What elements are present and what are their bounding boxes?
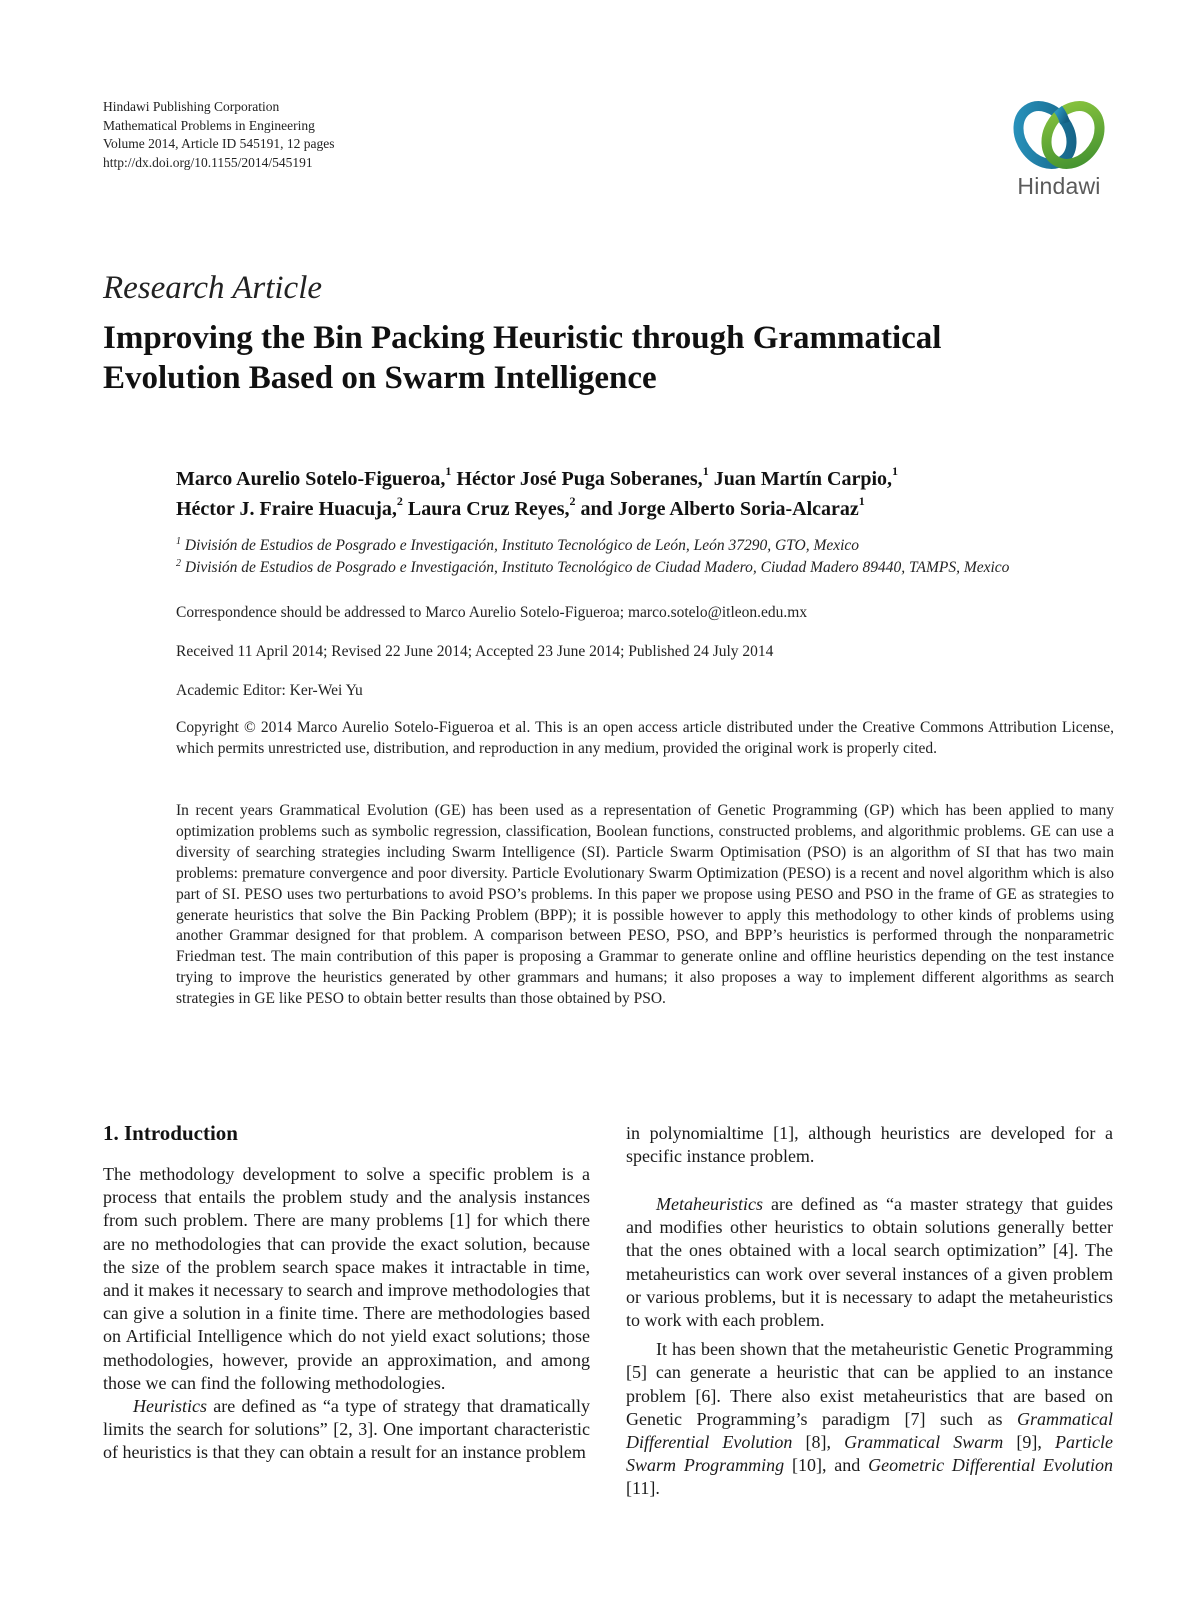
author-affiliation-mark: 1 (445, 464, 452, 479)
journal-name: Mathematical Problems in Engineering (103, 117, 315, 133)
dates-line: Received 11 April 2014; Revised 22 June 2014; Accepted 23 June 2014; Published 24 July 2014 (176, 643, 774, 660)
author-name: Marco Aurelio Sotelo-Figueroa, (176, 468, 446, 490)
emphasis-term: Grammatical Swarm (844, 1432, 1004, 1453)
author-name: and Jorge Alberto Soria-Alcaraz (580, 498, 859, 520)
paragraph (626, 1193, 1113, 1332)
author-affiliation-mark: 1 (702, 464, 709, 479)
paragraph-text: [8], (792, 1432, 845, 1453)
body-column-right (626, 1122, 1113, 1501)
paragraph: The methodology development to solve a specific problem is a process that entails the problem study and the analysis instances from such problem. There are many problems [1] for which there are no methodologies that can provide the exact solution, because the size of the problem search space makes it intractable in time, and it makes it necessary to search and improve methodologies that can give a solution in a finite time. There are methodologies based on Artificial Intelligence which do not yield exact solutions; those methodologies, however, provide an approximation, and among those we can find the following methodologies. (103, 1164, 590, 1393)
author-line-2 (176, 494, 1126, 524)
affiliation-number: 2 (176, 557, 181, 569)
affiliation-text: División de Estudios de Posgrado e Investigación, Instituto Tecnológico de Ciudad Madero, Ciudad Madero 89440, TAMPS, Mexico (184, 559, 1010, 576)
author-name: Héctor J. Fraire Huacuja, (176, 498, 397, 520)
copyright-notice: Copyright © 2014 Marco Aurelio Sotelo-Figueroa et al. This is an open access article distributed under the Creative Commons Attribution License, which permits unrestricted use, distribution, and reproduction in any medium, provided the original work is properly cited. (176, 719, 1114, 757)
body-column-left (103, 1163, 590, 1465)
volume-info: Volume 2014, Article ID 545191, 12 pages (103, 136, 335, 151)
emphasis-term: Particle Swarm Programming (626, 1432, 1113, 1476)
hindawi-rings-icon (1003, 95, 1115, 175)
paragraph-text: [10], and (784, 1455, 869, 1476)
academic-editor-line: Academic Editor: Ker-Wei Yu (176, 682, 363, 699)
paragraph-text: are defined as “a type of strategy that dramatically limits the search for solutions” [2, 3]. One important characteristic of heuristics is that they can obtain a result for an instance problem (103, 1396, 590, 1463)
title-line-1: Improving the Bin Packing Heuristic through Grammatical (103, 320, 942, 356)
paragraph-text: are defined as “a master strategy that guides and modifies other heuristics to obtain solutions generally better that the ones obtained with a local search optimization” [4]. The metaheuristics can work over several instances of a given problem or various problems, but it is necessary to adapt the metaheuristics to work with each problem. (626, 1194, 1113, 1331)
author-affiliation-mark: 2 (396, 494, 403, 509)
paragraph-text: It has been shown that the metaheuristic Genetic Programming [5] can generate a heuristic that can be applied to an instance problem [6]. There also exist metaheuristics that are based on Genetic Programming’s paradigm [7] such as (626, 1339, 1113, 1429)
paragraph-text: [9], (1003, 1432, 1055, 1453)
abstract-text: In recent years Grammatical Evolution (GE) has been used as a representation of Genetic Programming (GP) which has been applied to many optimization problems such as symbolic regression, classification, Boolean functions, constructed problems, and algorithmic problems. GE can use a diversity of searching strategies including Swarm Intelligence (SI). Particle Swarm Optimisation (PSO) is an algorithm of SI that has two main problems: premature convergence and poor diversity. Particle Evolutionary Swarm Optimization (PESO) is a recent and novel algorithm which is also part of SI. PESO uses two perturbations to avoid PSO’s problems. In this paper we propose using PESO and PSO in the frame of GE as strategies to generate heuristics that solve the Bin Packing Problem (BPP); it is possible however to apply this methodology to other kinds of problems using another Grammar designed for that problem. A comparison between PESO, PSO, and BPP’s heuristics is performed through the nonparametric Friedman test. The main contribution of this paper is proposing a Grammar to generate online and offline heuristics depending on the test instance trying to improve the heuristics generated by other grammars and humans; it also proposes a way to implement different algorithms as search strategies in GE like PESO to obtain better results than those obtained by PSO. (176, 802, 1114, 1008)
logo-wordmark: Hindawi (1017, 173, 1101, 199)
paragraph (103, 1395, 590, 1465)
affiliation-number: 1 (176, 535, 181, 547)
correspondence-line: Correspondence should be addressed to Marco Aurelio Sotelo-Figueroa; marco.sotelo@itleon.edu.mx (176, 604, 808, 621)
emphasis-term: Metaheuristics (656, 1194, 763, 1214)
publication-info (103, 98, 334, 172)
author-affiliation-mark: 1 (858, 494, 865, 509)
hindawi-logo (1003, 95, 1115, 205)
emphasis-term: Grammatical Differential Evolution (626, 1408, 1113, 1453)
author-line-1 (176, 464, 1126, 494)
emphasis-term: Geometric Differential Evolution (868, 1455, 1113, 1476)
author-affiliation-mark: 1 (892, 464, 899, 479)
affiliation-1 (176, 537, 1126, 555)
article-type: Research Article (103, 270, 323, 306)
paragraph-continuation: in polynomialtime [1], although heuristics are developed for a specific instance problem. (626, 1123, 1113, 1167)
emphasis-term: Heuristics (133, 1396, 207, 1417)
author-name: Laura Cruz Reyes, (407, 498, 570, 520)
publisher-name: Hindawi Publishing Corporation (103, 99, 280, 114)
author-list (176, 464, 1126, 524)
paragraph-text: [11]. (626, 1478, 660, 1499)
section-heading-introduction: 1. Introduction (103, 1121, 238, 1145)
affiliation-text: División de Estudios de Posgrado e Investigación, Instituto Tecnológico de León, León 37290, GTO, Mexico (184, 537, 860, 554)
article-title (103, 318, 1103, 398)
doi-link[interactable]: http://dx.doi.org/10.1155/2014/545191 (103, 154, 313, 170)
affiliation-2 (176, 559, 1126, 577)
paragraph (626, 1338, 1113, 1500)
author-name: Héctor José Puga Soberanes, (456, 468, 703, 490)
author-name: Juan Martín Carpio, (713, 468, 893, 490)
title-line-2: Evolution Based on Swarm Intelligence (103, 360, 657, 396)
author-affiliation-mark: 2 (569, 494, 576, 509)
